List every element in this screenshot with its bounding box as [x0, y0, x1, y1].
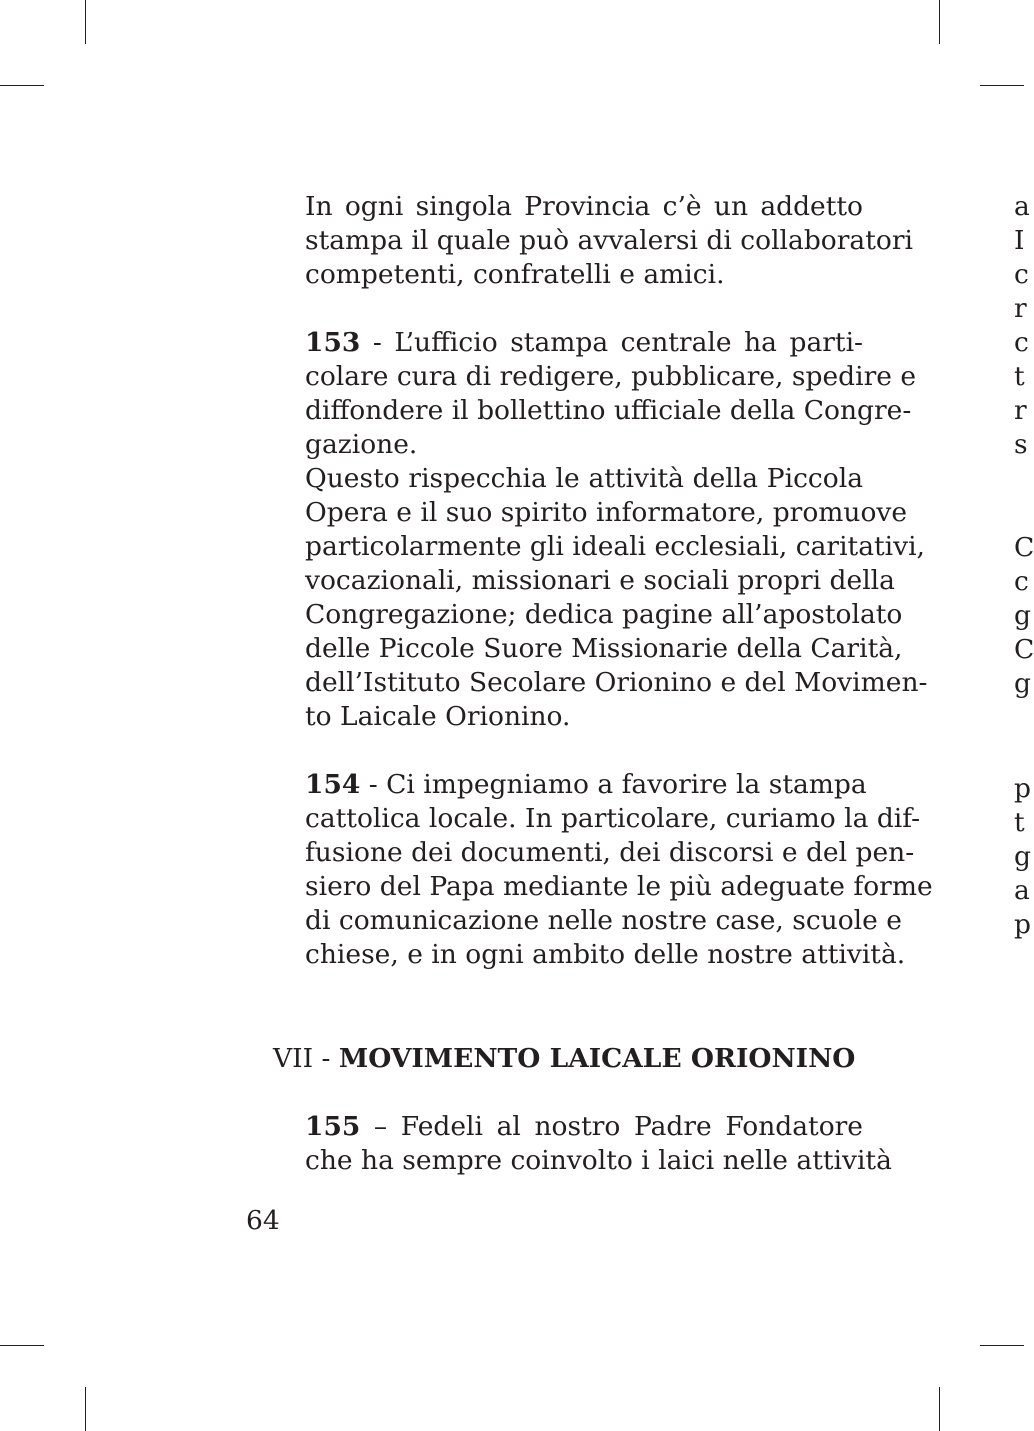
- text-run: - L’ufficio stampa centrale ha parti-: [360, 327, 863, 358]
- section-heading: [273, 1042, 863, 1076]
- text-line: cattolica locale. In particolare, curiamo la dif-: [305, 803, 921, 834]
- text-line: chiese, e in ogni ambito delle nostre attività.: [305, 939, 906, 970]
- paragraph-154: [246, 768, 933, 972]
- paragraph-153-continued: [246, 462, 928, 734]
- adjacent-letter: C: [1014, 532, 1034, 563]
- text-line: fusione dei documenti, dei discorsi e del pen-: [305, 837, 915, 868]
- text-line: vocazionali, missionari e sociali propri della: [305, 565, 895, 596]
- text-line: Questo rispecchia le attività della Piccola: [305, 463, 863, 494]
- crop-mark-right-bottom: [980, 1345, 1024, 1346]
- text-line: competenti, confratelli e amici.: [305, 259, 725, 290]
- text-line: stampa il quale può avvalersi di collaboratori: [305, 225, 913, 256]
- paragraph-155: [246, 1110, 892, 1178]
- text-line: [246, 326, 863, 360]
- adjacent-letter: c: [1014, 566, 1029, 597]
- text-line: Congregazione; dedica pagine all’apostolato: [305, 599, 903, 630]
- crop-mark-bottom-left: [85, 1387, 86, 1431]
- paragraph-153: [246, 326, 917, 462]
- crop-mark-top-left: [85, 0, 86, 44]
- text-line: to Laicale Orionino.: [305, 701, 571, 732]
- adjacent-letter: t: [1014, 807, 1025, 838]
- text-line: colare cura di redigere, pubblicare, spedire e: [305, 361, 917, 392]
- adjacent-letter: a: [1014, 191, 1030, 222]
- crop-mark-left-bottom: [0, 1345, 44, 1346]
- adjacent-letter: p: [1014, 773, 1031, 804]
- adjacent-letter: g: [1014, 600, 1031, 631]
- text-line: [246, 1110, 863, 1144]
- adjacent-letter: C: [1014, 634, 1034, 665]
- paragraph-intro: [246, 190, 913, 292]
- adjacent-letter: r: [1014, 293, 1027, 324]
- text-run: - Ci impegniamo a favorire la stampa: [360, 769, 867, 800]
- adjacent-letter: s: [1014, 429, 1028, 460]
- section-heading-title: MOVIMENTO LAICALE ORIONINO: [338, 1043, 856, 1074]
- text-line: siero del Papa mediante le più adeguate forme: [305, 871, 933, 902]
- text-line: particolarmente gli ideali ecclesiali, caritativi,: [305, 531, 925, 562]
- text-line: [246, 768, 867, 802]
- text-column: [246, 190, 933, 1178]
- crop-mark-bottom-right: [939, 1387, 940, 1431]
- paragraph-number: 154: [305, 769, 361, 800]
- adjacent-letter: t: [1014, 361, 1025, 392]
- adjacent-page-block-3: [1014, 772, 1034, 942]
- text-line: Opera e il suo spirito informatore, promuove: [305, 497, 908, 528]
- adjacent-letter: g: [1014, 668, 1031, 699]
- adjacent-letter: p: [1014, 909, 1031, 940]
- adjacent-letter: g: [1014, 841, 1031, 872]
- adjacent-letter: I: [1014, 225, 1025, 256]
- page-number: 64: [246, 1205, 280, 1236]
- adjacent-letter: r: [1014, 395, 1027, 426]
- text-run: – Fedeli al nostro Padre Fondatore: [360, 1111, 863, 1142]
- text-line: gazione.: [305, 429, 418, 460]
- text-line: diffondere il bollettino ufficiale della Congre-: [305, 395, 912, 426]
- text-line: delle Piccole Suore Missionarie della Carità,: [305, 633, 903, 664]
- adjacent-page-block-1: [1014, 190, 1034, 462]
- text-line: di comunicazione nelle nostre case, scuole e: [305, 905, 902, 936]
- crop-mark-left-top: [0, 85, 44, 86]
- text-line: dell’Istituto Secolare Orionino e del Movimen-: [305, 667, 928, 698]
- adjacent-letter: c: [1014, 327, 1029, 358]
- adjacent-page-block-2: [1014, 531, 1034, 701]
- crop-mark-top-right: [939, 0, 940, 44]
- text-line: che ha sempre coinvolto i laici nelle attività: [305, 1145, 892, 1176]
- crop-mark-right-top: [980, 85, 1024, 86]
- paragraph-number: 153: [305, 327, 361, 358]
- adjacent-letter: c: [1014, 259, 1029, 290]
- section-heading-prefix: VII -: [273, 1043, 339, 1074]
- text-line: In ogni singola Provincia c’è un addetto: [305, 191, 863, 222]
- adjacent-letter: a: [1014, 875, 1030, 906]
- paragraph-number: 155: [305, 1111, 361, 1142]
